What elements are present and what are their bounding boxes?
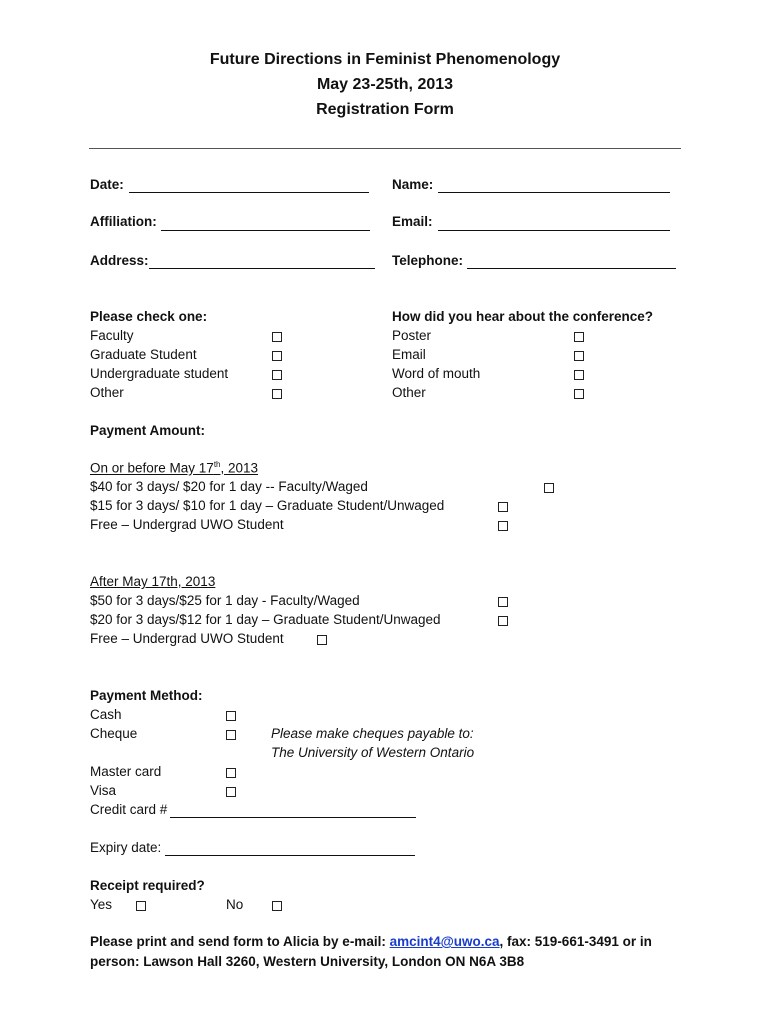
status-checkbox-undergraduate[interactable]	[272, 370, 282, 380]
form-name: Registration Form	[316, 101, 454, 118]
email-field[interactable]	[438, 230, 670, 231]
payment-option-mastercard: Master card	[90, 764, 162, 779]
status-option-other: Other	[90, 385, 124, 400]
submission-address: person: Lawson Hall 3260, Western University, London ON N6A 3B8	[90, 954, 525, 969]
credit-card-field[interactable]	[170, 817, 416, 818]
early-rate-heading: On or before May 17th, 2013	[90, 460, 259, 476]
late-rate-undergrad-checkbox[interactable]	[317, 635, 327, 645]
payment-method-heading: Payment Method:	[90, 688, 203, 703]
receipt-yes-checkbox[interactable]	[136, 901, 146, 911]
source-checkbox-email[interactable]	[574, 351, 584, 361]
late-rate-faculty: $50 for 3 days/$25 for 1 day - Faculty/Waged	[90, 593, 360, 608]
payment-option-cash: Cash	[90, 707, 122, 722]
credit-card-label: Credit card #	[90, 802, 168, 817]
status-option-faculty: Faculty	[90, 328, 134, 343]
early-rate-graduate: $15 for 3 days/ $10 for 1 day – Graduate Student/Unwaged	[90, 498, 445, 513]
payment-option-visa: Visa	[90, 783, 117, 798]
late-rate-graduate-checkbox[interactable]	[498, 616, 508, 626]
early-rate-undergrad: Free – Undergrad UWO Student	[90, 517, 284, 532]
receipt-heading: Receipt required?	[90, 878, 205, 893]
email-label: Email:	[392, 214, 433, 229]
source-option-word-of-mouth: Word of mouth	[392, 366, 481, 381]
payment-checkbox-cash[interactable]	[226, 711, 236, 721]
payment-amount-heading: Payment Amount:	[90, 423, 206, 438]
status-option-undergraduate: Undergraduate student	[90, 366, 229, 381]
address-field[interactable]	[149, 268, 375, 269]
source-checkbox-word-of-mouth[interactable]	[574, 370, 584, 380]
header-divider	[89, 148, 681, 149]
expiry-date-label: Expiry date:	[90, 840, 162, 855]
payment-option-cheque: Cheque	[90, 726, 138, 741]
telephone-field[interactable]	[467, 268, 676, 269]
status-option-graduate: Graduate Student	[90, 347, 197, 362]
cheque-note-line2: The University of Western Ontario	[271, 745, 475, 760]
address-label: Address:	[90, 253, 149, 268]
document-title: Future Directions in Feminist Phenomenology	[209, 51, 561, 68]
early-rate-faculty-checkbox[interactable]	[544, 483, 554, 493]
affiliation-label: Affiliation:	[90, 214, 157, 229]
conference-dates: May 23-25th, 2013	[316, 76, 454, 93]
status-checkbox-graduate[interactable]	[272, 351, 282, 361]
late-rate-heading: After May 17th, 2013	[90, 574, 216, 589]
payment-checkbox-mastercard[interactable]	[226, 768, 236, 778]
source-heading: How did you hear about the conference?	[392, 309, 654, 324]
source-option-email: Email	[392, 347, 426, 362]
payment-checkbox-cheque[interactable]	[226, 730, 236, 740]
expiry-date-field[interactable]	[165, 855, 415, 856]
late-rate-faculty-checkbox[interactable]	[498, 597, 508, 607]
contact-email-link[interactable]: amcint4@uwo.ca	[389, 934, 500, 949]
cheque-note-line1: Please make cheques payable to:	[271, 726, 474, 741]
status-checkbox-other[interactable]	[272, 389, 282, 399]
telephone-label: Telephone:	[392, 253, 464, 268]
early-rate-undergrad-checkbox[interactable]	[498, 521, 508, 531]
submission-instructions: Please print and send form to Alicia by e-mail: amcint4@uwo.ca, fax: 519-661-3491 or in	[90, 934, 652, 949]
receipt-no-checkbox[interactable]	[272, 901, 282, 911]
source-option-poster: Poster	[392, 328, 432, 343]
source-option-other: Other	[392, 385, 426, 400]
status-checkbox-faculty[interactable]	[272, 332, 282, 342]
early-rate-graduate-checkbox[interactable]	[498, 502, 508, 512]
early-rate-faculty: $40 for 3 days/ $20 for 1 day -- Faculty/Waged	[90, 479, 368, 494]
date-label: Date:	[90, 177, 124, 192]
status-heading: Please check one:	[90, 309, 208, 324]
affiliation-field[interactable]	[161, 230, 370, 231]
receipt-no-label: No	[226, 897, 244, 912]
name-label: Name:	[392, 177, 434, 192]
source-checkbox-poster[interactable]	[574, 332, 584, 342]
late-rate-graduate: $20 for 3 days/$12 for 1 day – Graduate Student/Unwaged	[90, 612, 441, 627]
name-field[interactable]	[438, 192, 670, 193]
receipt-yes-label: Yes	[90, 897, 113, 912]
payment-checkbox-visa[interactable]	[226, 787, 236, 797]
source-checkbox-other[interactable]	[574, 389, 584, 399]
late-rate-undergrad: Free – Undergrad UWO Student	[90, 631, 284, 646]
date-field[interactable]	[129, 192, 369, 193]
